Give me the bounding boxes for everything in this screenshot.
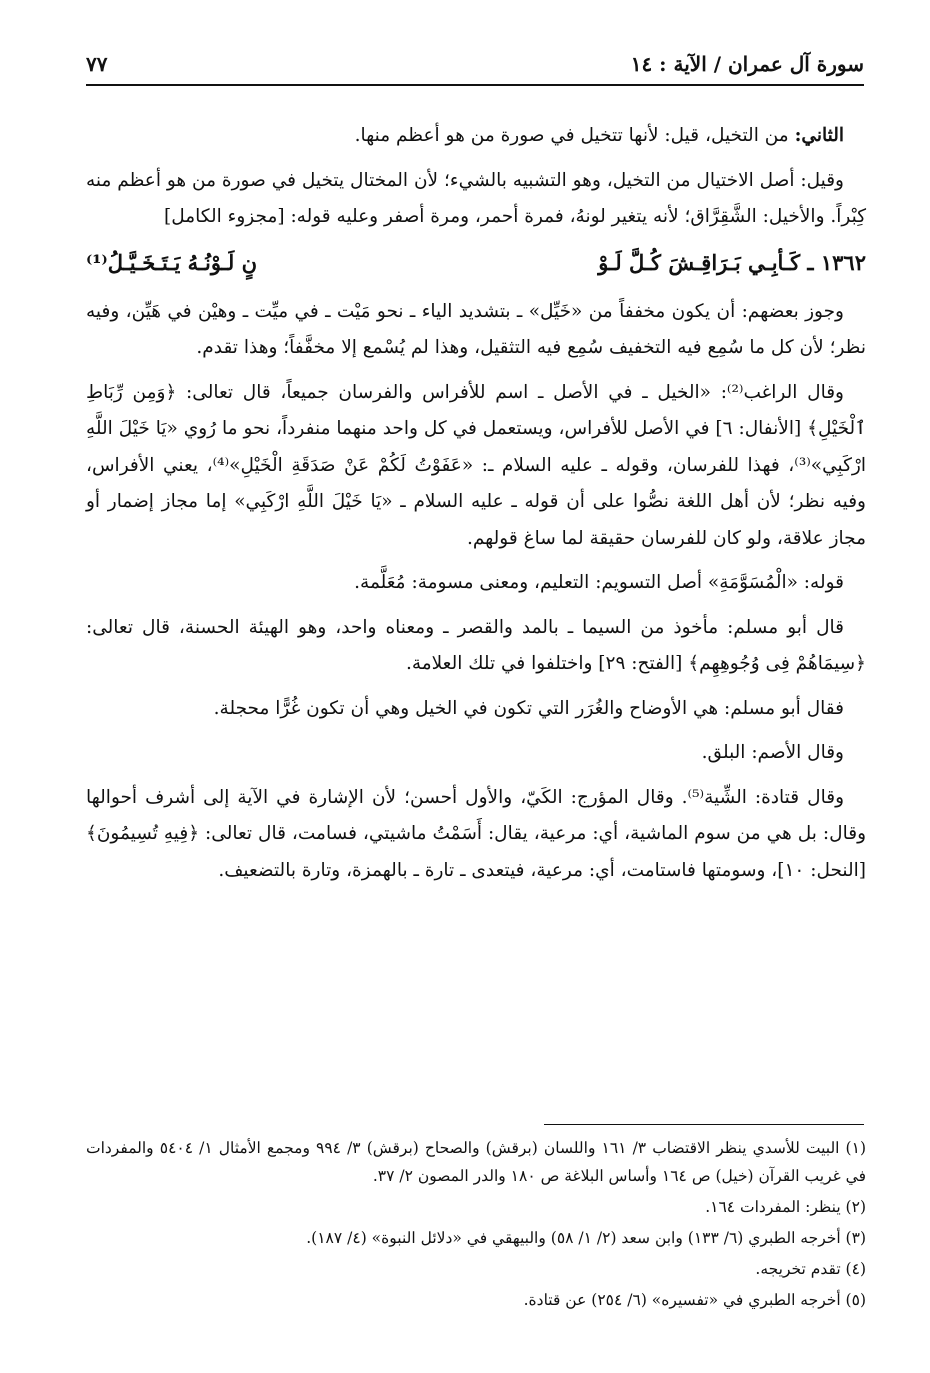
paragraph-5: قوله: «الْمُسَوَّمَةِ» أصل التسويم: التعليم، ومعنى مسومة: مُعَلَّمة. — [354, 572, 844, 593]
footnote-4: (٤) تقدم تخريجه. — [755, 1260, 866, 1278]
footnote-3: (٣) أخرجه الطبري (٦/ ١٣٣) وابن سعد (٢/ ١/ ٥٨) والبيهقي في «دلائل النبوة» (٤/ ١٨٧). — [306, 1229, 866, 1247]
page-number: ٧٧ — [86, 52, 117, 76]
paragraph-6: قال أبو مسلم: مأخوذ من السيما ـ بالمد والقصر ـ ومعناه واحد، وهو الهيئة الحسنة، قال تعالى: ﴿سِيمَاهُمْ فِى وُجُوهِهِم﴾ [الفتح: ٢٩] واختلفوا في تلك العلامة. — [86, 616, 866, 674]
paragraph-4: وقال الراغب⁽²⁾: «الخيل ـ في الأصل ـ اسم للأفراس والفرسان جميعاً، قال تعالى: ﴿وَمِن رِّبَاطِ ٱلْخَيْلِ﴾ [الأنفال: ٦] في الأصل للأفراس، ويستعمل في كل واحد منهما منفرداً، نحو ما رُوي «يَا خَيْلَ اللَّهِ ارْكَبِي»⁽³⁾، فهذا للفرسان، وقوله ـ عليه السلام ـ: «عَفَوْتُ لَكُمْ عَنْ صَدَقَةِ الْخَيْلِ»⁽⁴⁾، يعني الأفراس، وفيه نظر؛ لأن أهل اللغة نصُّوا على أن قوله ـ عليه السلام ـ «يَا خَيْلَ اللَّهِ ارْكَبِي» إما مجاز إضمار أو مجاز علاقة، ولو كان للفرسان حقيقة لما ساغ قولهم. — [86, 381, 867, 549]
footnote-divider — [544, 1124, 864, 1125]
verse-second-hemistich: نٍ لَـوْنُـهُ يَـتَـخَـيَّـلُ⁽¹⁾ — [86, 249, 258, 275]
paragraph-7: فقال أبو مسلم: هي الأوضاح والغُرَر التي تكون في الخيل وهي أن تكون غُرًّا محجلة. — [213, 697, 844, 719]
paragraph-2: وقيل: أصل الاختيال من التخيل، وهو التشبيه بالشيء؛ لأن المختال يتخيل في صورة من هو أعظم منه كِبْراً. والأخيل: الشَّقِرَّاق؛ لأنه يتغير لونهُ، فمرة أحمر، ومرة أصفر وعليه قوله: [مجزوء الكامل] — [86, 169, 866, 227]
paragraph-8: وقال الأصم: البلق. — [701, 742, 844, 763]
paragraph-1 — [86, 118, 866, 155]
verse-first-hemistich: ١٣٦٢ ـ كَـأبِـي بَـرَاقِـشَ كُـلَّ لَـوْ — [598, 249, 866, 275]
poetry-verse — [86, 244, 866, 282]
surah-title: سورة آل عمران / الآية : ١٤ — [621, 52, 864, 76]
footnotes — [86, 1134, 866, 1317]
footnote-5: (٥) أخرجه الطبري في «تفسيره» (٦/ ٢٥٤) عن قتادة. — [523, 1291, 866, 1309]
running-header — [86, 50, 864, 86]
footnote-1: (١) البيت للأسدي ينظر الاقتضاب ٣/ ١٦١ واللسان (برقش) والصحاح (برقش) ٣/ ٩٩٤ ومجمع الأمثال ١/ ٥٤٠٤ والمفردات في غريب القرآن (خيل) ص ١٦٤ وأساس البلاغة ص ١٨٠ والدر المصون ٢/ ٣٧. — [86, 1139, 866, 1185]
footnote-2: (٢) ينظر: المفردات ١٦٤. — [705, 1198, 866, 1216]
paragraph-lead: الثاني: — [794, 125, 844, 146]
main-text — [86, 118, 866, 897]
paragraph-3: وجوز بعضهم: أن يكون مخففاً من «خَيِّل» ـ بتشديد الياء ـ نحو مَيْت ـ في ميِّت ـ وهيْن في هَيِّن، وفيه نظر؛ لأن كل ما سُمِع فيه التخفيف سُمِع فيه التثقيل، وهذا لم يُسْمع إلا مخفَّفاً؛ وهذا تقدم. — [86, 300, 866, 358]
paragraph-9: وقال قتادة: الشِّية⁽⁵⁾. وقال المؤرج: الكَيّ، والأول أحسن؛ لأن الإشارة في الآية إلى أشرف أحوالها وقال: بل هي من سوم الماشية، أي: مرعية، يقال: أَسَمْتُ ماشيتي، فسامت، قال تعالى: ﴿فِيهِ تُسِيمُونَ﴾ [النحل: ١٠]، وسومتها فاستامت، أي: مرعية، فيتعدى ـ تارة ـ بالهمزة، وتارة بالتضعيف. — [86, 786, 866, 881]
paragraph-text: من التخيل، قيل: لأنها تتخيل في صورة من هو أعظم منها. — [354, 125, 795, 146]
